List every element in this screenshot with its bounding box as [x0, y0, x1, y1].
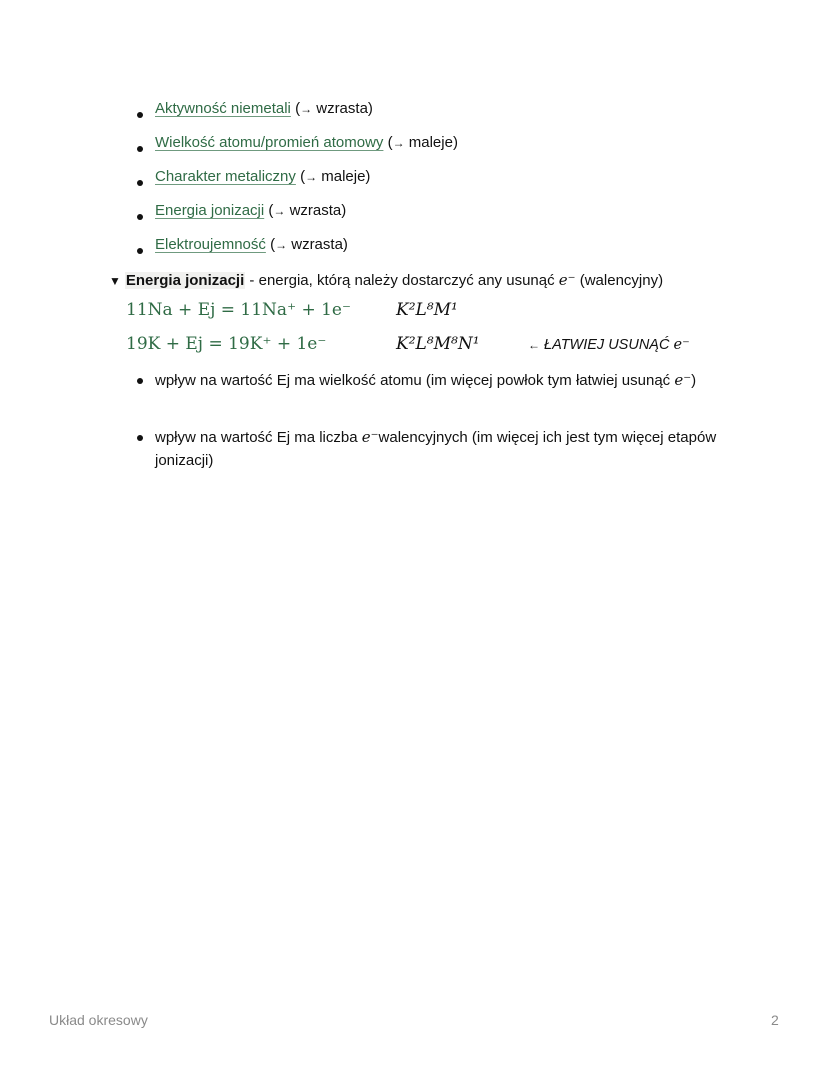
arrow-right-icon: → [273, 204, 286, 218]
easier-removal-note [528, 335, 690, 355]
trend-value: maleje [321, 168, 366, 185]
bullet-dot [137, 146, 143, 152]
trend-value: wzrasta [316, 100, 368, 117]
electron-symbol: e⁻ [673, 337, 690, 353]
list-item: Elektroujemność (→ wzrasta) [155, 236, 348, 253]
electron-config-na: K²L⁸M¹ [396, 300, 458, 320]
list-item: wpływ na wartość Ej ma wielkość atomu (im więcej powłok tym łatwiej usunąć e⁻) [155, 371, 697, 389]
equation-na: 11Na + Ej = 11Na⁺ + 1e⁻ [126, 300, 351, 320]
arrow-right-icon: → [305, 170, 318, 184]
footer-title: Układ okresowy [49, 1012, 148, 1028]
list-item: Wielkość atomu/promień atomowy (→ maleje) [155, 134, 458, 151]
link-elektroujemnosc[interactable]: Elektroujemność [155, 236, 266, 253]
triangle-down-icon[interactable]: ▼ [109, 274, 121, 288]
list-item: Aktywność niemetali (→ wzrasta) [155, 100, 373, 117]
trend-value: maleje [408, 134, 453, 151]
bullet-dot [137, 378, 143, 384]
bullet-dot [137, 180, 143, 186]
electron-config-k: K²L⁸M⁸N¹ [396, 334, 480, 354]
trend-value: wzrasta [289, 202, 342, 219]
trend-value: wzrasta [291, 236, 343, 253]
list-item: Energia jonizacji (→ wzrasta) [155, 202, 347, 219]
arrow-right-icon: → [275, 238, 288, 252]
bullet-dot [137, 435, 143, 441]
equation-k: 19K + Ej = 19K⁺ + 1e⁻ [126, 334, 327, 354]
link-charakter-metaliczny[interactable]: Charakter metaliczny [155, 168, 296, 185]
toggle-title: Energia jonizacji [125, 272, 245, 289]
page-number: 2 [771, 1012, 779, 1028]
bullet-dot [137, 248, 143, 254]
note-text: ŁATWIEJ USUNĄĆ [544, 337, 670, 353]
toggle-description-end: (walencyjny) [575, 272, 664, 289]
arrow-right-icon: → [300, 102, 313, 116]
link-energia-jonizacji[interactable]: Energia jonizacji [155, 202, 265, 219]
toggle-energia-jonizacji[interactable] [109, 270, 663, 291]
link-wielkosc-atomu[interactable]: Wielkość atomu/promień atomowy [155, 134, 384, 151]
list-item: Charakter metaliczny (→ maleje) [155, 168, 371, 185]
link-aktywnosc-niemetali[interactable]: Aktywność niemetali [155, 100, 291, 117]
electron-symbol: e⁻ [674, 371, 692, 389]
electron-symbol: e⁻ [361, 428, 379, 446]
toggle-description: - energia, którą należy dostarczyć any usunąć [245, 272, 559, 289]
bullet-dot [137, 112, 143, 118]
list-item: wpływ na wartość Ej ma liczba e⁻walencyjnych (im więcej ich jest tym więcej etapów jonizacji) [155, 428, 717, 469]
arrow-left-icon: ← [528, 338, 540, 352]
arrow-right-icon: → [392, 136, 405, 150]
electron-symbol: e⁻ [558, 271, 576, 289]
bullet-dot [137, 214, 143, 220]
